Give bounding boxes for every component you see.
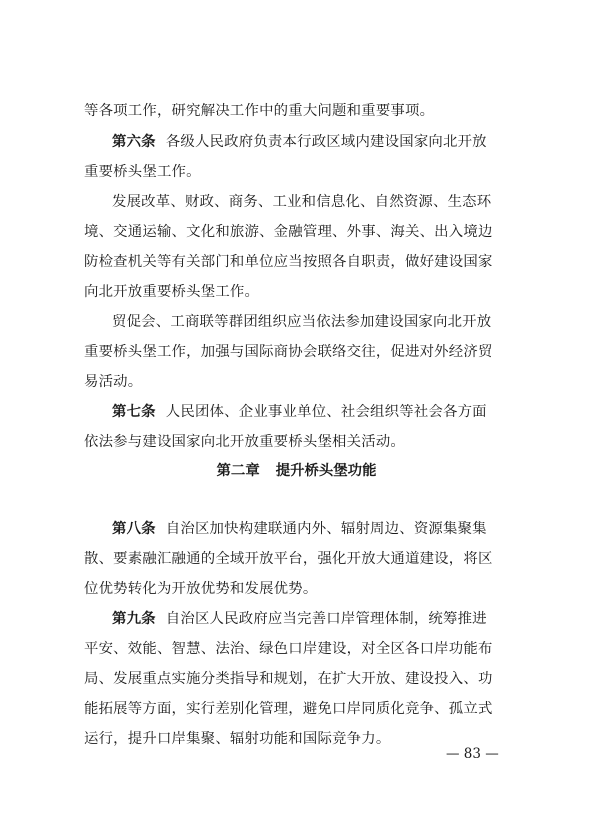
body-line [84, 252, 516, 272]
body-text: 能拓展等方面，实行差别化管理，避免口岸同质化竞争、孤立式 [84, 701, 493, 717]
body-line [84, 639, 516, 659]
body-text: 自治区加快构建联通内外、辐射周边、资源集聚集 [165, 521, 487, 537]
body-line [84, 579, 516, 599]
article-9-heading-line [112, 609, 516, 629]
body-line [84, 101, 516, 121]
body-line [84, 549, 516, 569]
body-text: 位优势转化为开放优势和发展优势。 [84, 581, 318, 597]
body-text: 自治区人民政府应当完善口岸管理体制，统筹推进 [165, 611, 487, 627]
article-label: 第七条 [112, 404, 156, 420]
body-line [84, 162, 516, 182]
body-text: 向北开放重要桥头堡工作。 [84, 284, 260, 300]
body-text: 贸促会、工商联等群团组织应当依法参加建设国家向北开放 [112, 314, 492, 330]
body-text: 易活动。 [84, 374, 143, 390]
page-number: — 83 — [446, 746, 499, 762]
chapter-heading [0, 461, 593, 481]
body-line [112, 312, 516, 332]
body-text: 发展改革、财政、商务、工业和信息化、自然资源、生态环 [112, 194, 492, 210]
body-text: 境、交通运输、文化和旅游、金融管理、外事、海关、出入境边 [84, 224, 493, 240]
body-text: 平安、效能、智慧、法治、绿色口岸建设，对全区各口岸功能布 [84, 641, 493, 657]
body-line [84, 372, 516, 392]
article-label: 第八条 [112, 521, 156, 537]
body-line [84, 282, 516, 302]
article-7-heading-line [112, 402, 516, 422]
body-line [84, 699, 516, 719]
body-text: 重要桥头堡工作，加强与国际商协会联络交往，促进对外经济贸 [84, 344, 493, 360]
article-8-heading-line [112, 519, 516, 539]
body-text: 人民团体、企业事业单位、社会组织等社会各方面 [165, 404, 487, 420]
body-text: 散、要素融汇融通的全域开放平台，强化开放大通道建设，将区 [84, 551, 493, 567]
article-6-heading-line [112, 132, 516, 152]
body-text: 防检查机关等有关部门和单位应当按照各自职责，做好建设国家 [84, 254, 493, 270]
article-label: 第九条 [112, 611, 156, 627]
body-text: 运行，提升口岸集聚、辐射功能和国际竞争力。 [84, 731, 391, 747]
body-text: 等各项工作，研究解决工作中的重大问题和重要事项。 [84, 103, 435, 119]
body-line [84, 432, 516, 452]
body-text: 局、发展重点实施分类指导和规划，在扩大开放、建设投入、功 [84, 671, 493, 687]
chapter-number: 第二章 [216, 463, 260, 479]
body-line [112, 192, 516, 212]
chapter-title: 提升桥头堡功能 [275, 463, 377, 479]
body-text: 各级人民政府负责本行政区域内建设国家向北开放 [165, 134, 487, 150]
body-line [84, 222, 516, 242]
body-text: 依法参与建设国家向北开放重要桥头堡相关活动。 [84, 434, 405, 450]
body-line [84, 669, 516, 689]
article-label: 第六条 [112, 134, 156, 150]
body-line [84, 342, 516, 362]
body-text: 重要桥头堡工作。 [84, 164, 201, 180]
